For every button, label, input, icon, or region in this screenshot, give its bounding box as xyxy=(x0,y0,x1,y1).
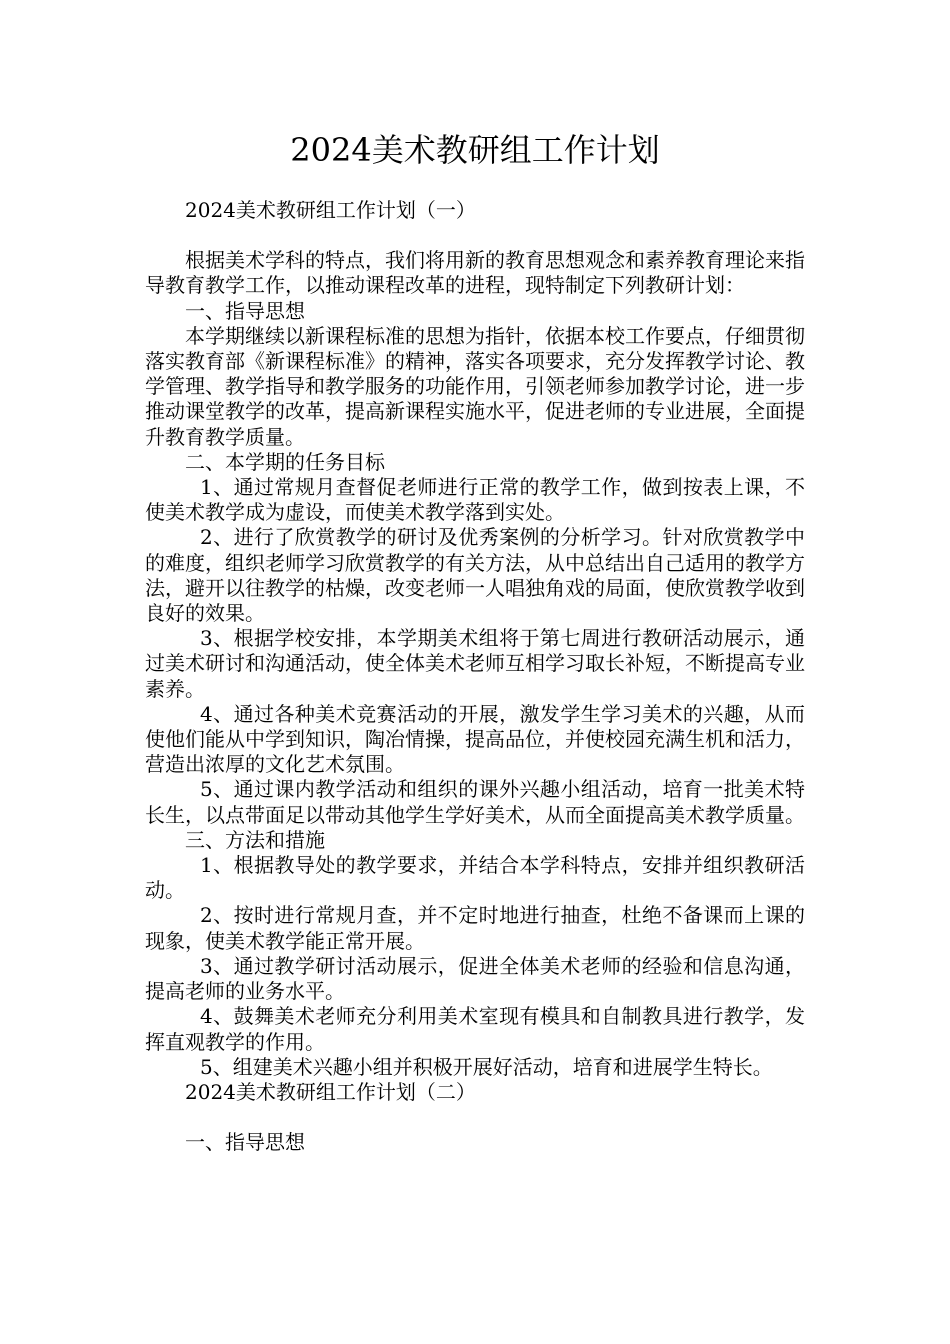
document-body xyxy=(145,198,805,1155)
measure-item: 3、通过教学研讨活动展示，促进全体美术老师的经验和信息沟通，提高老师的业务水平。 xyxy=(145,953,805,1004)
measure-item: 2、按时进行常规月查，并不定时地进行抽查，杜绝不备课而上课的现象，使美术教学能正常开展。 xyxy=(145,903,805,953)
heading-guiding-thought: 一、指导思想 xyxy=(185,298,305,323)
spacer xyxy=(145,1105,805,1130)
document-title: 2024美术教研组工作计划 xyxy=(290,131,660,169)
intro-paragraph: 根据美术学科的特点，我们将用新的教育思想观念和素养教育理论来指导教育教学工作，以推动课程改革的进程，现特制定下列教研计划： xyxy=(145,248,805,298)
measure-item: 4、鼓舞美术老师充分利用美术室现有模具和自制教具进行教学，发挥直观教学的作用。 xyxy=(145,1004,805,1054)
section-title-1: 2024美术教研组工作计划（一） xyxy=(185,198,476,222)
heading-task-goals: 二、本学期的任务目标 xyxy=(185,449,385,474)
guiding-thought-paragraph: 本学期继续以新课程标准的思想为指针，依据本校工作要点，仔细贯彻落实教育部《新课程标准》的精神，落实各项要求，充分发挥教学讨论、教学管理、教学指导和教学服务的功能作用，引领老师参加教学讨论，进一步推动课堂教学的改革，提高新课程实施水平，促进老师的专业进展，全面提升教育教学质量。 xyxy=(145,323,805,449)
goal-item: 4、通过各种美术竞赛活动的开展，激发学生学习美术的兴趣，从而使他们能从中学到知识，陶冶情操，提高品位，并使校园充满生机和活力，营造出浓厚的文化艺术氛围。 xyxy=(145,701,805,777)
measure-item: 1、根据教导处的教学要求，并结合本学科特点，安排并组织教研活动。 xyxy=(145,853,805,903)
goal-item: 2、进行了欣赏教学的研讨及优秀案例的分析学习。针对欣赏教学中的难度，组织老师学习欣赏教学的有关方法，从中总结出自己适用的教学方法，避开以往教学的枯燥，改变老师一人唱独角戏的局面，使欣赏教学收到良好的效果。 xyxy=(145,525,805,626)
goal-item: 3、根据学校安排，本学期美术组将于第七周进行教研活动展示，通过美术研讨和沟通活动，使全体美术老师互相学习取长补短，不断提高专业素养。 xyxy=(145,626,805,701)
heading-methods: 三、方法和措施 xyxy=(185,827,325,852)
goal-item: 1、通过常规月查督促老师进行正常的教学工作，做到按表上课，不使美术教学成为虚设，而使美术教学落到实处。 xyxy=(145,475,805,525)
measure-item: 5、组建美术兴趣小组并积极开展好活动，培育和进展学生特长。 xyxy=(200,1054,773,1079)
spacer xyxy=(145,223,805,248)
section2-heading-guiding-thought: 一、指导思想 xyxy=(185,1130,305,1155)
goal-item: 5、通过课内教学活动和组织的课外兴趣小组活动，培育一批美术特长生，以点带面足以带动其他学生学好美术，从而全面提高美术教学质量。 xyxy=(145,777,805,827)
section-title-2: 2024美术教研组工作计划（二） xyxy=(185,1079,476,1104)
